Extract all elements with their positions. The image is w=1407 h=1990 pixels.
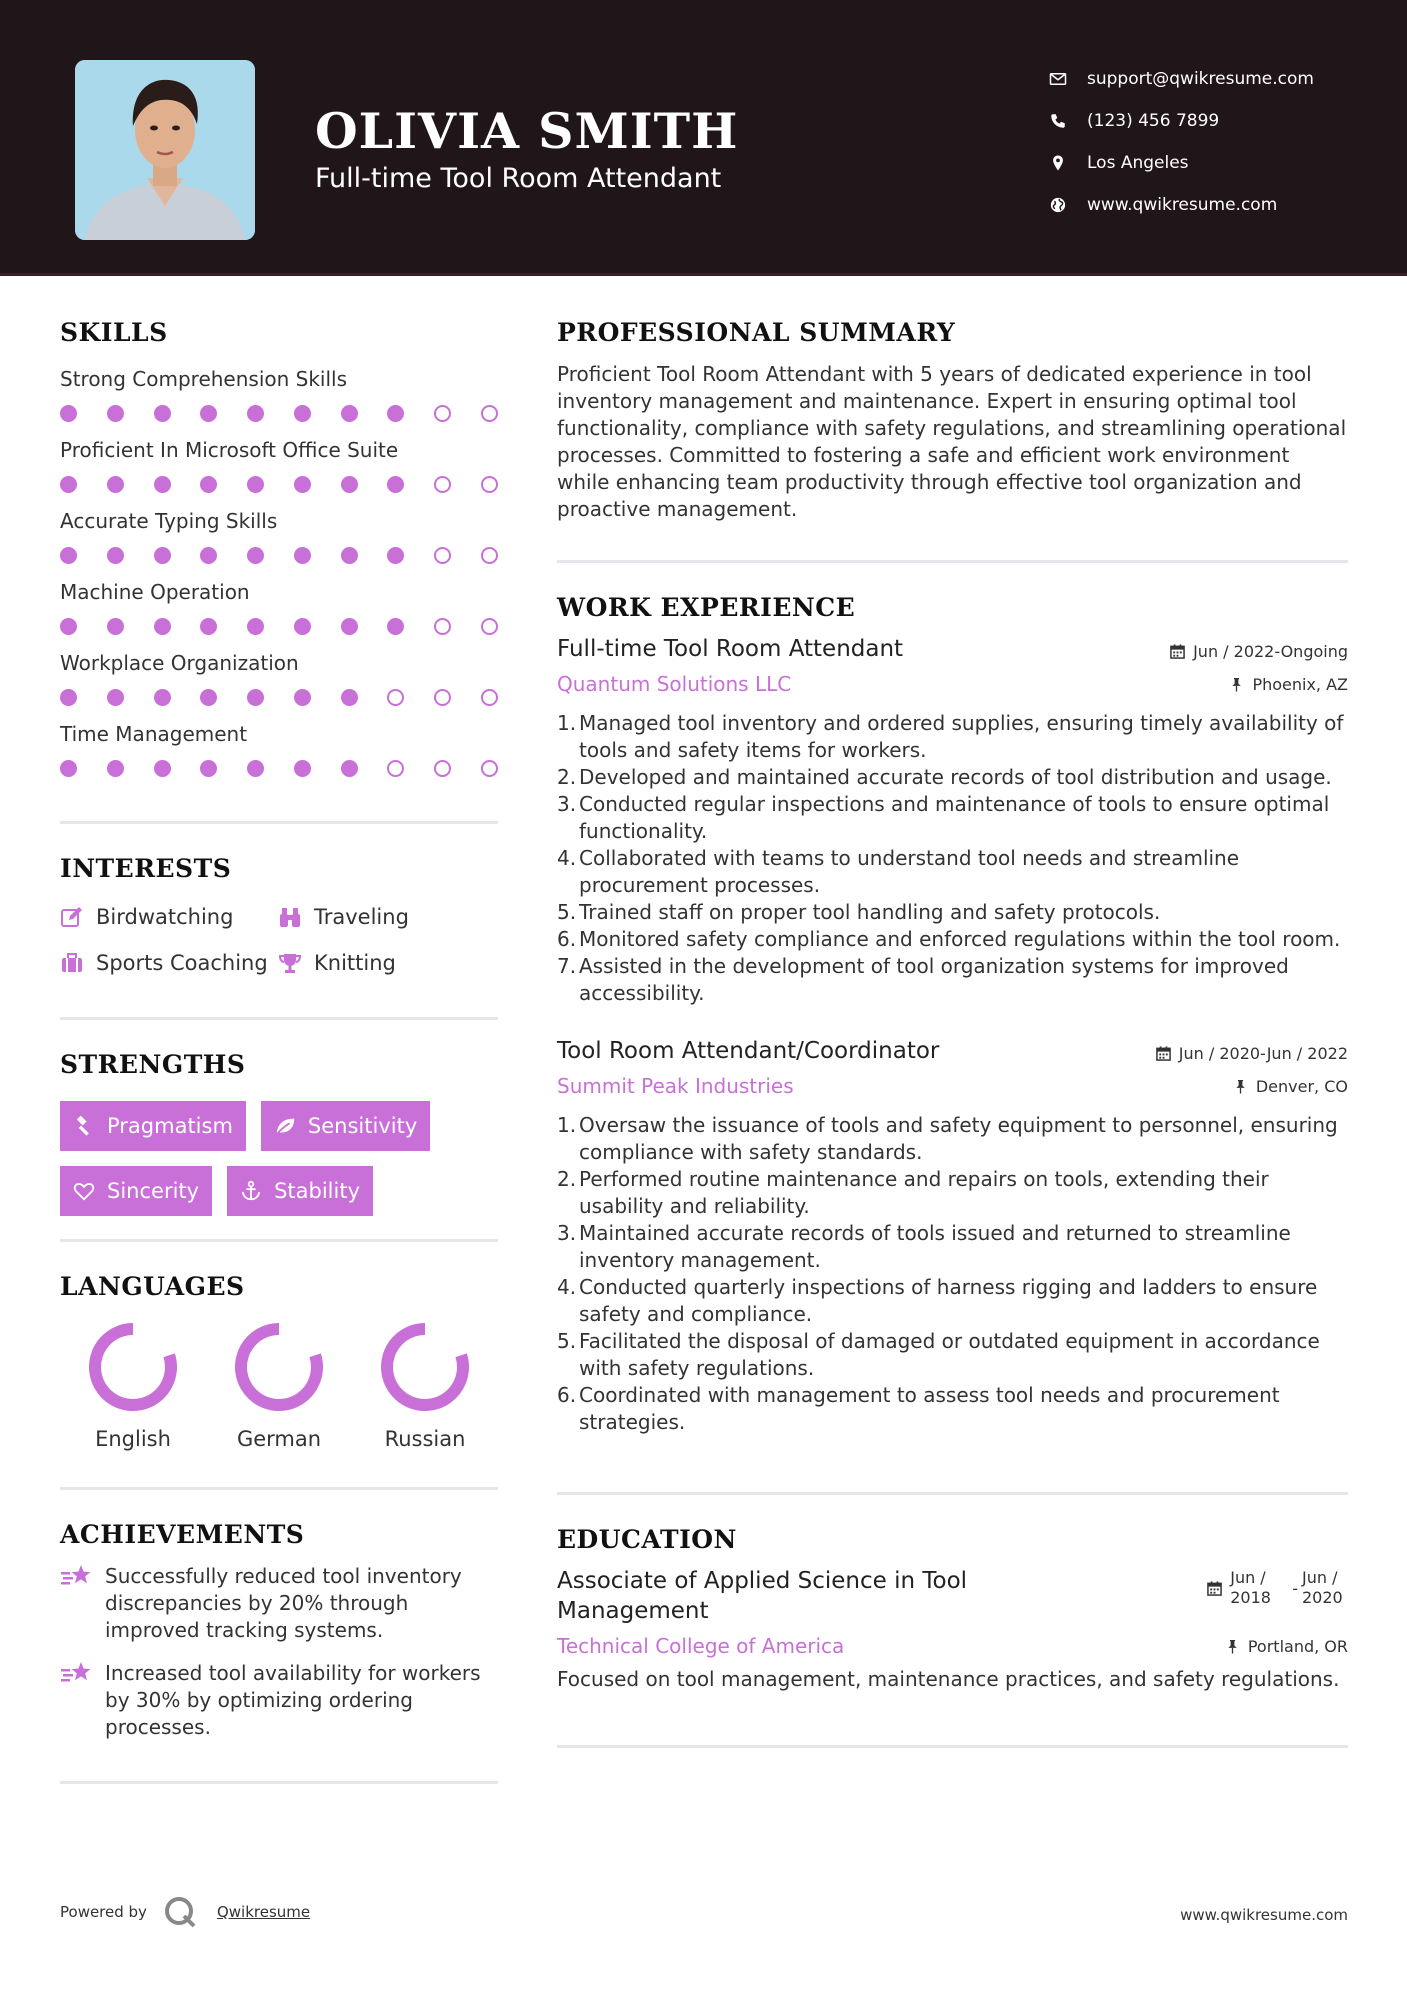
contact-website-text: www.qwikresume.com bbox=[1087, 195, 1278, 215]
achievement-item bbox=[60, 1563, 498, 1644]
achievements-list bbox=[60, 1563, 498, 1741]
skill-dot-filled bbox=[107, 689, 124, 706]
job-title: Tool Room Attendant/Coordinator bbox=[557, 1038, 940, 1064]
qwikresume-link[interactable]: Qwikresume bbox=[216, 1903, 311, 1921]
skill-dot-filled bbox=[387, 618, 404, 635]
bullet-text: Conducted quarterly inspections of harness rigging and ladders to ensure safety and compliance. bbox=[579, 1275, 1318, 1326]
skills-heading: SKILLS bbox=[60, 318, 168, 347]
school-name: Technical College of America bbox=[557, 1634, 845, 1658]
skill-dot-filled bbox=[60, 476, 77, 493]
skill-dot-filled bbox=[247, 476, 264, 493]
calendar-icon bbox=[1156, 1046, 1171, 1061]
shooting-star-icon bbox=[60, 1563, 92, 1591]
interests-heading: INTERESTS bbox=[60, 854, 232, 883]
skill-dot-filled bbox=[60, 689, 77, 706]
skill-dot-filled bbox=[107, 405, 124, 422]
skill-dot-empty bbox=[387, 760, 404, 777]
globe-icon bbox=[1049, 196, 1067, 214]
skill-dot-filled bbox=[107, 547, 124, 564]
language-name: Russian bbox=[384, 1427, 466, 1451]
skill-dot-filled bbox=[341, 760, 358, 777]
job-entry bbox=[557, 636, 1348, 1007]
language-name: German bbox=[236, 1427, 322, 1451]
skill-dot-filled bbox=[294, 618, 311, 635]
language-item bbox=[206, 1321, 352, 1451]
skill-dot-filled bbox=[341, 689, 358, 706]
skill-dot-filled bbox=[154, 476, 171, 493]
education-location bbox=[1225, 1637, 1348, 1656]
gavel-icon bbox=[73, 1115, 95, 1137]
skill-dot-empty bbox=[434, 760, 451, 777]
degree-title: Associate of Applied Science in Tool Management bbox=[557, 1568, 968, 1624]
job-entry bbox=[557, 1038, 1348, 1436]
strengths-heading: STRENGTHS bbox=[60, 1050, 246, 1079]
calendar-icon bbox=[1207, 1581, 1222, 1596]
qwikresume-logo-icon bbox=[163, 1895, 197, 1929]
interest-item bbox=[278, 951, 498, 975]
language-ring-arc bbox=[387, 1329, 463, 1405]
interest-label: Knitting bbox=[314, 951, 396, 975]
language-ring-arc bbox=[95, 1329, 171, 1405]
skill-name: Accurate Typing Skills bbox=[60, 509, 278, 533]
skill-rating bbox=[60, 760, 498, 777]
skill-rating bbox=[60, 689, 498, 706]
skill-dot-filled bbox=[154, 405, 171, 422]
skill-dot-filled bbox=[200, 760, 217, 777]
job-dates-text: Jun / 2022-Ongoing bbox=[1193, 642, 1348, 661]
skill-name: Proficient In Microsoft Office Suite bbox=[60, 438, 399, 462]
skill-dot-filled bbox=[154, 689, 171, 706]
skill-dot-filled bbox=[154, 618, 171, 635]
education-date-separator: - bbox=[1292, 1578, 1298, 1598]
contact-location-text: Los Angeles bbox=[1087, 153, 1189, 173]
calendar-icon bbox=[1170, 644, 1185, 659]
achievements-heading: ACHIEVEMENTS bbox=[60, 1520, 305, 1549]
skill-dot-filled bbox=[107, 476, 124, 493]
skill-dot-filled bbox=[200, 476, 217, 493]
pushpin-icon bbox=[1225, 1639, 1240, 1654]
skill-dot-empty bbox=[434, 476, 451, 493]
contact-website[interactable] bbox=[1049, 184, 1389, 226]
skill-dot-filled bbox=[247, 547, 264, 564]
section-divider bbox=[60, 821, 498, 824]
skill-dot-filled bbox=[247, 760, 264, 777]
skill-dot-filled bbox=[154, 760, 171, 777]
profile-photo bbox=[75, 60, 255, 240]
languages-list bbox=[60, 1321, 498, 1451]
job-location-text: Phoenix, AZ bbox=[1252, 675, 1348, 694]
skill-name: Time Management bbox=[60, 722, 248, 746]
skill-dot-filled bbox=[294, 547, 311, 564]
education-dates bbox=[1207, 1568, 1348, 1608]
skill-dot-filled bbox=[387, 405, 404, 422]
language-item bbox=[352, 1321, 498, 1451]
skill-dot-filled bbox=[154, 547, 171, 564]
language-ring-arc bbox=[241, 1329, 317, 1405]
section-divider bbox=[60, 1017, 498, 1020]
right-column bbox=[557, 318, 1348, 1748]
skill-rating bbox=[60, 476, 498, 493]
bullet-text: Managed tool inventory and ordered supplies, ensuring timely availability of tools and safety items for workers. bbox=[579, 711, 1344, 762]
portrait-image bbox=[75, 60, 255, 240]
skill-name: Machine Operation bbox=[60, 580, 250, 604]
strength-label: Pragmatism bbox=[107, 1114, 233, 1138]
strength-tag bbox=[60, 1101, 246, 1151]
bullet-item: 5. Trained staff on proper tool handling and safety protocols. bbox=[557, 900, 1161, 924]
bullet-text: Maintained accurate records of tools issued and returned to streamline inventory management. bbox=[579, 1221, 1291, 1272]
skill-dot-empty bbox=[434, 689, 451, 706]
skill-dot-empty bbox=[434, 618, 451, 635]
strength-tag bbox=[60, 1166, 212, 1216]
education-entry bbox=[557, 1566, 1348, 1693]
candidate-name: OLIVIA SMITH bbox=[315, 102, 739, 160]
powered-by-text: Powered by bbox=[60, 1903, 147, 1921]
job-location-text: Denver, CO bbox=[1255, 1077, 1348, 1096]
education-date-end: Jun / 2020 bbox=[1302, 1568, 1343, 1607]
interest-label: Traveling bbox=[314, 905, 409, 929]
experience-heading: WORK EXPERIENCE bbox=[557, 593, 856, 622]
bullet-item: 3. Conducted regular inspections and maintenance of tools to ensure optimal functionality. bbox=[557, 791, 1348, 845]
achievement-text: Increased tool availability for workers by 30% by optimizing ordering processes. bbox=[105, 1661, 481, 1739]
job-bullets bbox=[557, 710, 1348, 1007]
job-location bbox=[1229, 675, 1348, 694]
interest-label: Sports Coaching bbox=[96, 951, 268, 975]
strength-label: Stability bbox=[274, 1179, 361, 1203]
pushpin-icon bbox=[1233, 1079, 1248, 1094]
briefcase-icon bbox=[60, 951, 84, 975]
bullet-item: 1. Oversaw the issuance of tools and safety equipment to personnel, ensuring compliance with safety standards. bbox=[557, 1112, 1348, 1166]
language-ring-english bbox=[87, 1321, 179, 1413]
skill-dot-empty bbox=[434, 547, 451, 564]
bullet-item: 3. Maintained accurate records of tools issued and returned to streamline inventory management. bbox=[557, 1220, 1348, 1274]
skill-dot-empty bbox=[481, 689, 498, 706]
bullet-item: 6. Coordinated with management to assess tool needs and procurement strategies. bbox=[557, 1382, 1348, 1436]
company-name: Summit Peak Industries bbox=[557, 1074, 794, 1098]
footer-website[interactable]: www.qwikresume.com bbox=[1180, 1906, 1348, 1924]
candidate-title: Full-time Tool Room Attendant bbox=[315, 163, 722, 194]
bullet-text: Oversaw the issuance of tools and safety equipment to personnel, ensuring compliance with safety standards. bbox=[579, 1113, 1338, 1164]
strengths-list bbox=[60, 1101, 498, 1216]
map-pin-icon bbox=[1049, 154, 1067, 172]
summary-heading: PROFESSIONAL SUMMARY bbox=[557, 318, 956, 347]
skill-dot-empty bbox=[481, 760, 498, 777]
language-item bbox=[60, 1321, 206, 1451]
languages-heading: LANGUAGES bbox=[60, 1272, 245, 1301]
skill-dot-filled bbox=[60, 760, 77, 777]
interests-list bbox=[60, 905, 498, 975]
bullet-text: Facilitated the disposal of damaged or outdated equipment in accordance with safety regulations. bbox=[579, 1329, 1320, 1380]
skill-dot-filled bbox=[200, 547, 217, 564]
interest-item bbox=[60, 905, 278, 929]
strength-label: Sincerity bbox=[107, 1179, 200, 1203]
skill-dot-filled bbox=[60, 618, 77, 635]
anchor-icon bbox=[240, 1180, 262, 1202]
bullet-item: 1. Managed tool inventory and ordered supplies, ensuring timely availability of tools and safety items for workers. bbox=[557, 710, 1348, 764]
strength-tag bbox=[261, 1101, 430, 1151]
skill-dot-filled bbox=[294, 760, 311, 777]
skill-rating bbox=[60, 405, 498, 422]
skill-dot-filled bbox=[60, 547, 77, 564]
skill-dot-filled bbox=[341, 618, 358, 635]
skill-dot-filled bbox=[200, 618, 217, 635]
bullet-item: 2. Developed and maintained accurate records of tool distribution and usage. bbox=[557, 765, 1332, 789]
bullet-text: Coordinated with management to assess tool needs and procurement strategies. bbox=[579, 1383, 1280, 1434]
skill-dot-filled bbox=[247, 618, 264, 635]
bullet-item: 2. Performed routine maintenance and repairs on tools, extending their usability and reliability. bbox=[557, 1166, 1348, 1220]
job-dates bbox=[1170, 642, 1348, 661]
skill-dot-filled bbox=[247, 689, 264, 706]
resume-header bbox=[0, 0, 1407, 276]
education-location-text: Portland, OR bbox=[1247, 1637, 1348, 1656]
edit-icon bbox=[60, 905, 84, 929]
bullet-item: 4. Collaborated with teams to understand tool needs and streamline procurement processes. bbox=[557, 845, 1348, 899]
skill-dot-filled bbox=[294, 405, 311, 422]
contact-location bbox=[1049, 142, 1389, 184]
skill-dot-filled bbox=[387, 547, 404, 564]
job-bullets bbox=[557, 1112, 1348, 1436]
skill-name: Strong Comprehension Skills bbox=[60, 367, 348, 391]
skill-dot-filled bbox=[341, 405, 358, 422]
skill-rating bbox=[60, 618, 498, 635]
bullet-item: 5. Facilitated the disposal of damaged or outdated equipment in accordance with safety regulations. bbox=[557, 1328, 1348, 1382]
education-date-start: Jun / 2018 bbox=[1230, 1568, 1271, 1607]
contact-phone[interactable] bbox=[1049, 100, 1389, 142]
achievement-item bbox=[60, 1660, 498, 1741]
contact-email[interactable] bbox=[1049, 58, 1389, 100]
section-divider bbox=[557, 1492, 1348, 1495]
job-dates bbox=[1156, 1044, 1348, 1063]
skill-dot-filled bbox=[200, 405, 217, 422]
skill-dot-empty bbox=[387, 689, 404, 706]
interest-label: Birdwatching bbox=[96, 905, 234, 929]
skill-rating bbox=[60, 547, 498, 564]
phone-icon bbox=[1049, 112, 1067, 130]
skill-dot-filled bbox=[341, 547, 358, 564]
section-divider bbox=[60, 1239, 498, 1242]
bullet-text: Assisted in the development of tool organization systems for improved accessibility. bbox=[579, 954, 1289, 1005]
bullet-text: Trained staff on proper tool handling and safety protocols. bbox=[579, 900, 1161, 924]
skill-dot-filled bbox=[107, 618, 124, 635]
left-column bbox=[60, 318, 498, 1784]
strength-label: Sensitivity bbox=[307, 1114, 418, 1138]
skill-dot-empty bbox=[481, 405, 498, 422]
pushpin-icon bbox=[1229, 677, 1244, 692]
bullet-item: 6. Monitored safety compliance and enforced regulations within the tool room. bbox=[557, 927, 1341, 951]
skill-dot-empty bbox=[434, 405, 451, 422]
shooting-star-icon bbox=[60, 1660, 92, 1688]
bullet-item: 7. Assisted in the development of tool organization systems for improved accessibility. bbox=[557, 953, 1348, 1007]
skill-dot-empty bbox=[481, 618, 498, 635]
job-dates-text: Jun / 2020-Jun / 2022 bbox=[1178, 1044, 1348, 1063]
section-divider bbox=[557, 560, 1348, 563]
skill-dot-filled bbox=[247, 405, 264, 422]
skill-name: Workplace Organization bbox=[60, 651, 299, 675]
interest-item bbox=[60, 951, 278, 975]
bullet-text: Collaborated with teams to understand tool needs and streamline procurement processes. bbox=[579, 846, 1240, 897]
skill-dot-filled bbox=[60, 405, 77, 422]
language-name: English bbox=[95, 1427, 171, 1451]
job-title: Full-time Tool Room Attendant bbox=[557, 636, 904, 662]
achievement-text: Successfully reduced tool inventory discrepancies by 20% through improved tracking systems. bbox=[105, 1564, 462, 1642]
summary-text: Proficient Tool Room Attendant with 5 years of dedicated experience in tool inventory management and maintenance. Expert in ensuring optimal tool functionality, compliance with safety regulations, and streamlining operational processes. Committed to fostering a safe and efficient work environment while enhancing team productivity through effective tool organization and proactive management. bbox=[557, 362, 1347, 521]
skill-dot-filled bbox=[294, 689, 311, 706]
bullet-item: 4. Conducted quarterly inspections of harness rigging and ladders to ensure safety and compliance. bbox=[557, 1274, 1348, 1328]
trophy-icon bbox=[278, 951, 302, 975]
skill-dot-filled bbox=[107, 760, 124, 777]
section-divider bbox=[60, 1781, 498, 1784]
contact-list bbox=[1049, 58, 1389, 226]
skill-dot-filled bbox=[200, 689, 217, 706]
leaf-icon bbox=[274, 1115, 296, 1137]
interest-item bbox=[278, 905, 498, 929]
job-location bbox=[1233, 1077, 1348, 1096]
skill-dot-empty bbox=[481, 547, 498, 564]
footer-powered-by bbox=[60, 1895, 310, 1929]
contact-phone-text: (123) 456 7899 bbox=[1087, 111, 1220, 131]
language-ring-russian bbox=[379, 1321, 471, 1413]
section-divider bbox=[557, 1745, 1348, 1748]
section-divider bbox=[60, 1487, 498, 1490]
language-ring-german bbox=[233, 1321, 325, 1413]
skills-list bbox=[60, 367, 498, 777]
company-name: Quantum Solutions LLC bbox=[557, 672, 792, 696]
bullet-text: Performed routine maintenance and repairs on tools, extending their usability and reliability. bbox=[579, 1167, 1269, 1218]
bullet-text: Monitored safety compliance and enforced regulations within the tool room. bbox=[579, 927, 1341, 951]
envelope-icon bbox=[1049, 70, 1067, 88]
skill-dot-filled bbox=[341, 476, 358, 493]
contact-email-text: support@qwikresume.com bbox=[1087, 69, 1314, 89]
bullet-text: Developed and maintained accurate records of tool distribution and usage. bbox=[579, 765, 1332, 789]
strength-tag bbox=[227, 1166, 373, 1216]
binoculars-icon bbox=[278, 905, 302, 929]
education-description: Focused on tool management, maintenance practices, and safety regulations. bbox=[557, 1667, 1340, 1691]
bullet-text: Conducted regular inspections and maintenance of tools to ensure optimal functionality. bbox=[579, 792, 1330, 843]
skill-dot-filled bbox=[294, 476, 311, 493]
education-heading: EDUCATION bbox=[557, 1525, 737, 1554]
skill-dot-filled bbox=[387, 476, 404, 493]
heart-icon bbox=[73, 1180, 95, 1202]
skill-dot-empty bbox=[481, 476, 498, 493]
